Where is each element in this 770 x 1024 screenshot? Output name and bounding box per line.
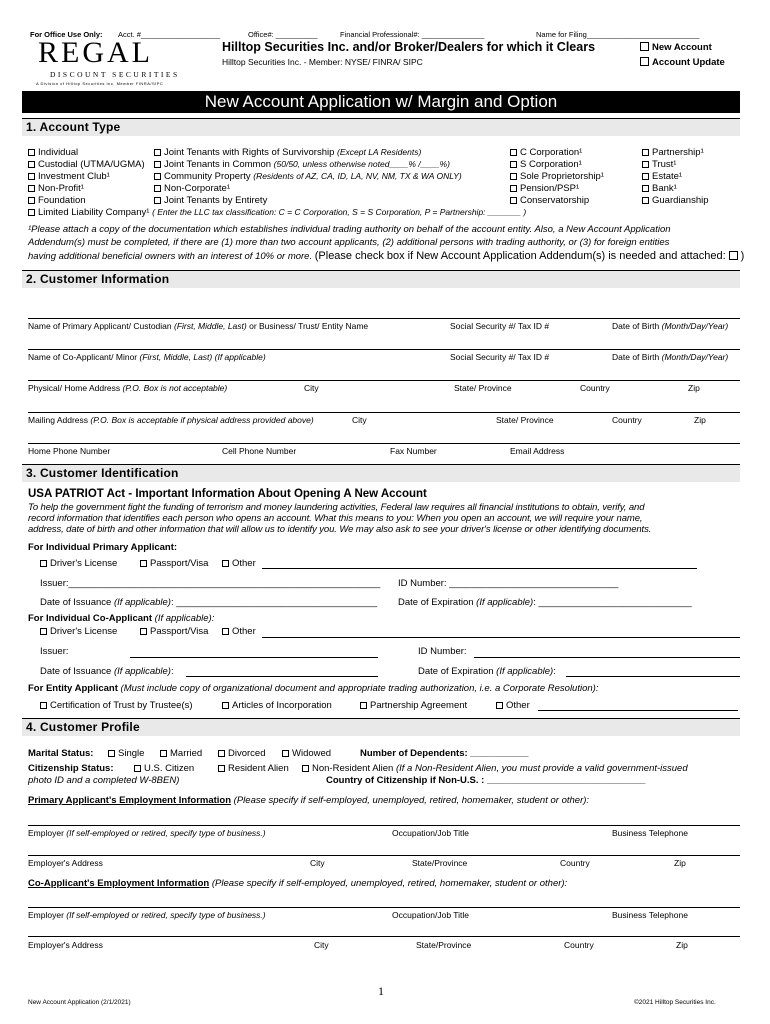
addendum-checkbox[interactable] — [729, 251, 738, 260]
line-primary-name — [28, 318, 740, 319]
checkbox-icon — [40, 702, 47, 709]
checkbox-icon — [640, 42, 649, 51]
co-emp-city-label: City — [314, 940, 329, 950]
account-type-option[interactable]: S Corporation¹ — [510, 159, 582, 170]
checkbox-icon — [154, 161, 161, 168]
account-type-option[interactable]: C Corporation¹ — [510, 147, 582, 158]
line-mailing — [28, 412, 740, 413]
account-type-option[interactable]: Joint Tenants in Common (50/50, unless otherwise noted____% /____%) — [154, 159, 450, 170]
checkbox-icon — [28, 173, 35, 180]
primary-name-label: Name of Primary Applicant/ Custodian (First, Middle, Last) or Business/ Trust/ Entity Name — [28, 321, 369, 331]
line-emp-address-2 — [28, 936, 740, 937]
logo: REGAL — [38, 36, 153, 69]
patriot-line1: To help the government fight the funding of terrorism and money laundering activities, Federal law requires all financial institutions to obtain, verify, and — [28, 502, 645, 513]
checkbox-icon — [140, 628, 147, 635]
married-checkbox[interactable]: Married — [160, 748, 202, 759]
account-type-option[interactable]: Joint Tenants with Rights of Survivorship (Except LA Residents) — [154, 147, 421, 158]
footer-copyright: ©2021 Hilltop Securities Inc. — [634, 999, 716, 1006]
new-account-checkbox[interactable]: New Account — [640, 42, 712, 53]
checkbox-icon — [40, 560, 47, 567]
co-emp-country-label: Country — [564, 940, 594, 950]
account-type-option[interactable]: Conservatorship — [510, 195, 589, 206]
employer-address-label: Employer's Address — [28, 858, 103, 868]
co-occupation-label: Occupation/Job Title — [392, 910, 470, 920]
co-id-line[interactable] — [474, 657, 740, 658]
checkbox-icon — [510, 173, 517, 180]
section-customer-info: 2. Customer Information — [22, 270, 740, 288]
co-employer-label: Employer (If self-employed or retired, specify type of business.) — [28, 910, 266, 920]
co-other-line[interactable] — [262, 637, 740, 638]
checkbox-icon — [108, 750, 115, 757]
co-passport-checkbox[interactable]: Passport/Visa — [140, 626, 208, 637]
resident-alien-checkbox[interactable]: Resident Alien — [218, 763, 289, 774]
checkbox-icon — [640, 57, 649, 66]
section-account-type: 1. Account Type — [22, 118, 740, 136]
checkbox-icon — [154, 173, 161, 180]
business-phone-label: Business Telephone — [612, 828, 688, 838]
checkbox-icon — [222, 628, 229, 635]
state-label-2: State/ Province — [496, 415, 554, 425]
co-doe-line[interactable] — [566, 676, 740, 677]
co-emp-zip-label: Zip — [676, 940, 688, 950]
firm-member: Hilltop Securities Inc. - Member: NYSE/ FINRA/ SIPC — [222, 57, 423, 67]
checkbox-icon — [282, 750, 289, 757]
single-checkbox[interactable]: Single — [108, 748, 144, 759]
primary-issuer[interactable]: Issuer:___________________________________________________________ — [40, 578, 381, 589]
office-field[interactable]: Office#: __________ — [248, 30, 318, 39]
primary-employment-heading: Primary Applicant's Employment Information (Please specify if self-employed, unemployed, retired, homemaker, student or other): — [28, 795, 590, 806]
primary-doe[interactable]: Date of Expiration (If applicable): _____________________________ — [398, 597, 692, 608]
mailing-address-label: Mailing Address (P.O. Box is acceptable if physical address provided above) — [28, 415, 314, 425]
logo-tagline: A Division of Hilltop Securities Inc. Member FINRA/SIPC — [36, 81, 164, 86]
checkbox-icon — [642, 185, 649, 192]
account-type-option[interactable]: Non-Corporate¹ — [154, 183, 230, 194]
checkbox-icon — [134, 765, 141, 772]
acct-field[interactable]: Acct. #___________________ — [118, 30, 221, 39]
account-type-option[interactable]: Bank¹ — [642, 183, 677, 194]
co-employment-heading: Co-Applicant's Employment Information (Please specify if self-employed, unemployed, retired, homemaker, student or other): — [28, 878, 568, 889]
emp-state-label: State/Province — [412, 858, 468, 868]
office-use-label: For Office Use Only: — [30, 30, 103, 39]
country-label-2: Country — [612, 415, 642, 425]
ssn-label: Social Security #/ Tax ID # — [450, 321, 550, 331]
primary-id-number[interactable]: ID Number: ________________________________ — [398, 578, 619, 589]
firm-name: Hilltop Securities Inc. and/or Broker/Dealers for which it Clears — [222, 40, 596, 54]
emp-zip-label: Zip — [674, 858, 686, 868]
account-type-option[interactable]: Individual — [28, 147, 78, 158]
employer-label: Employer (If self-employed or retired, specify type of business.) — [28, 828, 266, 838]
account-type-option[interactable]: Partnership¹ — [642, 147, 704, 158]
account-type-option[interactable]: Sole Proprietorship¹ — [510, 171, 604, 182]
zip-label-2: Zip — [694, 415, 706, 425]
checkbox-icon — [218, 765, 225, 772]
footnote-line2: Addendum(s) must be completed, if there are (1) more than two account applicants, (2) additional persons with trading authority, or (3) for foreign entities — [28, 237, 670, 248]
divorced-checkbox[interactable]: Divorced — [218, 748, 266, 759]
checkbox-icon — [154, 185, 161, 192]
line-physical — [28, 380, 740, 381]
checkbox-icon — [642, 161, 649, 168]
patriot-line3: address, date of birth and other information that will allow us to identify you. We may also ask to see your driver's license or other identifying documents. — [28, 524, 652, 535]
dependents-field[interactable]: Number of Dependents: ___________ — [360, 748, 529, 759]
articles-checkbox[interactable]: Articles of Incorporation — [222, 700, 332, 711]
fax-label: Fax Number — [390, 446, 437, 456]
checkbox-icon — [222, 702, 229, 709]
primary-other-line[interactable] — [262, 568, 697, 569]
footnote-line3: having additional beneficial owners with an interest of 10% or more. (Please check box if New Account Application Addendum(s) is needed and attached: ) — [28, 250, 745, 262]
dob-label: Date of Birth (Month/Day/Year) — [612, 321, 729, 331]
patriot-title: USA PATRIOT Act - Important Information About Opening A New Account — [28, 488, 427, 500]
checkbox-icon — [302, 765, 309, 772]
primary-doi[interactable]: Date of Issuance (If applicable): ______________________________________ — [40, 597, 378, 608]
co-name-label: Name of Co-Applicant/ Minor (First, Middle, Last) (If applicable) — [28, 352, 266, 362]
account-type-option[interactable]: Pension/PSP¹ — [510, 183, 579, 194]
entity-heading: For Entity Applicant (Must include copy of organizational document and appropriate trading authorization, i.e. a Corporate Resolution): — [28, 683, 599, 694]
citizenship-label: Citizenship Status: — [28, 763, 114, 774]
country-label: Country — [580, 383, 610, 393]
co-doi-line[interactable] — [186, 676, 378, 677]
checkbox-icon — [642, 149, 649, 156]
footnote-line1: ¹Please attach a copy of the documentation which establishes individual trading authority on behalf of the account entity. Also, a New Account Application — [28, 224, 671, 235]
individual-co-heading: For Individual Co-Applicant (If applicable): — [28, 613, 215, 624]
account-type-option[interactable]: Estate¹ — [642, 171, 682, 182]
checkbox-icon — [28, 197, 35, 204]
page-title: New Account Application w/ Margin and Option — [204, 92, 558, 111]
llc-checkbox[interactable]: Limited Liability Company¹ ( Enter the LLC tax classification: C = C Corporation, S = S Corporation, P = Partnership: _______ ) — [28, 207, 526, 218]
section-customer-profile: 4. Customer Profile — [22, 718, 740, 736]
primary-other-checkbox[interactable]: Other — [222, 558, 256, 569]
logo-subtitle: DISCOUNT SECURITIES — [50, 70, 180, 79]
physical-address-label: Physical/ Home Address (P.O. Box is not acceptable) — [28, 383, 228, 393]
account-type-option[interactable]: Foundation — [28, 195, 86, 206]
entity-other-line[interactable] — [538, 710, 738, 711]
city-label-2: City — [352, 415, 367, 425]
co-other-checkbox[interactable]: Other — [222, 626, 256, 637]
checkbox-icon — [510, 197, 517, 204]
zip-label: Zip — [688, 383, 700, 393]
account-type-option[interactable]: Trust¹ — [642, 159, 676, 170]
checkbox-icon — [496, 702, 503, 709]
line-employer-1 — [28, 825, 740, 826]
checkbox-icon — [360, 702, 367, 709]
checkbox-icon — [140, 560, 147, 567]
partnership-agreement-checkbox[interactable]: Partnership Agreement — [360, 700, 467, 711]
checkbox-icon — [154, 197, 161, 204]
checkbox-icon — [642, 173, 649, 180]
widowed-checkbox[interactable]: Widowed — [282, 748, 331, 759]
country-citizenship-field[interactable]: Country of Citizenship if Non-U.S. : ______________________________ — [326, 775, 646, 786]
state-label: State/ Province — [454, 383, 512, 393]
co-business-phone-label: Business Telephone — [612, 910, 688, 920]
account-update-checkbox[interactable]: Account Update — [640, 57, 725, 68]
checkbox-icon — [218, 750, 225, 757]
account-type-option[interactable]: Non-Profit¹ — [28, 183, 84, 194]
cert-trust-checkbox[interactable]: Certification of Trust by Trustee(s) — [40, 700, 193, 711]
dob-label-2: Date of Birth (Month/Day/Year) — [612, 352, 729, 362]
financial-professional-field[interactable]: Financial Professional#: _______________ — [340, 30, 485, 39]
checkbox-icon — [222, 560, 229, 567]
checkbox-icon — [160, 750, 167, 757]
co-employer-address-label: Employer's Address — [28, 940, 103, 950]
checkbox-icon — [510, 161, 517, 168]
ssn-label-2: Social Security #/ Tax ID # — [450, 352, 550, 362]
home-phone-label: Home Phone Number — [28, 446, 111, 456]
primary-passport-checkbox[interactable]: Passport/Visa — [140, 558, 208, 569]
account-type-option[interactable]: Community Property (Residents of AZ, CA, ID, LA, NV, NM, TX & WA ONLY) — [154, 171, 462, 182]
email-label: Email Address — [510, 446, 565, 456]
marital-status-row: Marital Status: — [28, 748, 94, 759]
account-type-option[interactable]: Custodial (UTMA/UGMA) — [28, 159, 145, 170]
line-co-name — [28, 349, 740, 350]
individual-primary-heading: For Individual Primary Applicant: — [28, 542, 178, 553]
account-type-option[interactable]: Joint Tenants by Entirety — [154, 195, 267, 206]
co-issuer-line[interactable] — [130, 657, 378, 658]
checkbox-icon — [510, 185, 517, 192]
checkbox-icon — [28, 209, 35, 216]
emp-country-label: Country — [560, 858, 590, 868]
cell-phone-label: Cell Phone Number — [222, 446, 297, 456]
section-customer-id: 3. Customer Identification — [22, 464, 740, 482]
co-emp-state-label: State/Province — [416, 940, 472, 950]
us-citizen-checkbox[interactable]: U.S. Citizen — [134, 763, 194, 774]
line-emp-address-1 — [28, 855, 740, 856]
emp-city-label: City — [310, 858, 325, 868]
line-phones — [28, 443, 740, 444]
nonresident-alien-checkbox[interactable]: Non-Resident Alien (If a Non-Resident Alien, you must provide a valid government-issued — [302, 763, 688, 774]
checkbox-icon — [154, 149, 161, 156]
co-drivers-checkbox[interactable]: Driver's License — [40, 626, 117, 637]
account-type-option[interactable]: Guardianship — [642, 195, 709, 206]
checkbox-icon — [28, 149, 35, 156]
page-number: 1 — [378, 984, 384, 998]
checkbox-icon — [642, 197, 649, 204]
entity-other-checkbox[interactable]: Other — [496, 700, 530, 711]
occupation-label: Occupation/Job Title — [392, 828, 470, 838]
line-employer-2 — [28, 907, 740, 908]
checkbox-icon — [28, 185, 35, 192]
name-for-filing-field[interactable]: Name for Filing___________________________ — [536, 30, 700, 39]
primary-drivers-checkbox[interactable]: Driver's License — [40, 558, 117, 569]
checkbox-icon — [40, 628, 47, 635]
co-doi-label: Date of Issuance (If applicable): — [40, 666, 174, 677]
city-label: City — [304, 383, 319, 393]
co-doe-label: Date of Expiration (If applicable): — [418, 666, 556, 677]
title-bar — [22, 91, 740, 113]
checkbox-icon — [28, 161, 35, 168]
co-issuer-label: Issuer: — [40, 646, 69, 657]
account-type-option[interactable]: Investment Club¹ — [28, 171, 110, 182]
nonresident-note2: photo ID and a completed W-8BEN) — [28, 775, 180, 786]
co-id-label: ID Number: — [418, 646, 467, 657]
footer-form-id: New Account Application (2/1/2021) — [28, 999, 131, 1006]
patriot-line2: record information that identifies each person who opens an account. What this means to you: When you open an account, we will require your name, — [28, 513, 643, 524]
checkbox-icon — [510, 149, 517, 156]
